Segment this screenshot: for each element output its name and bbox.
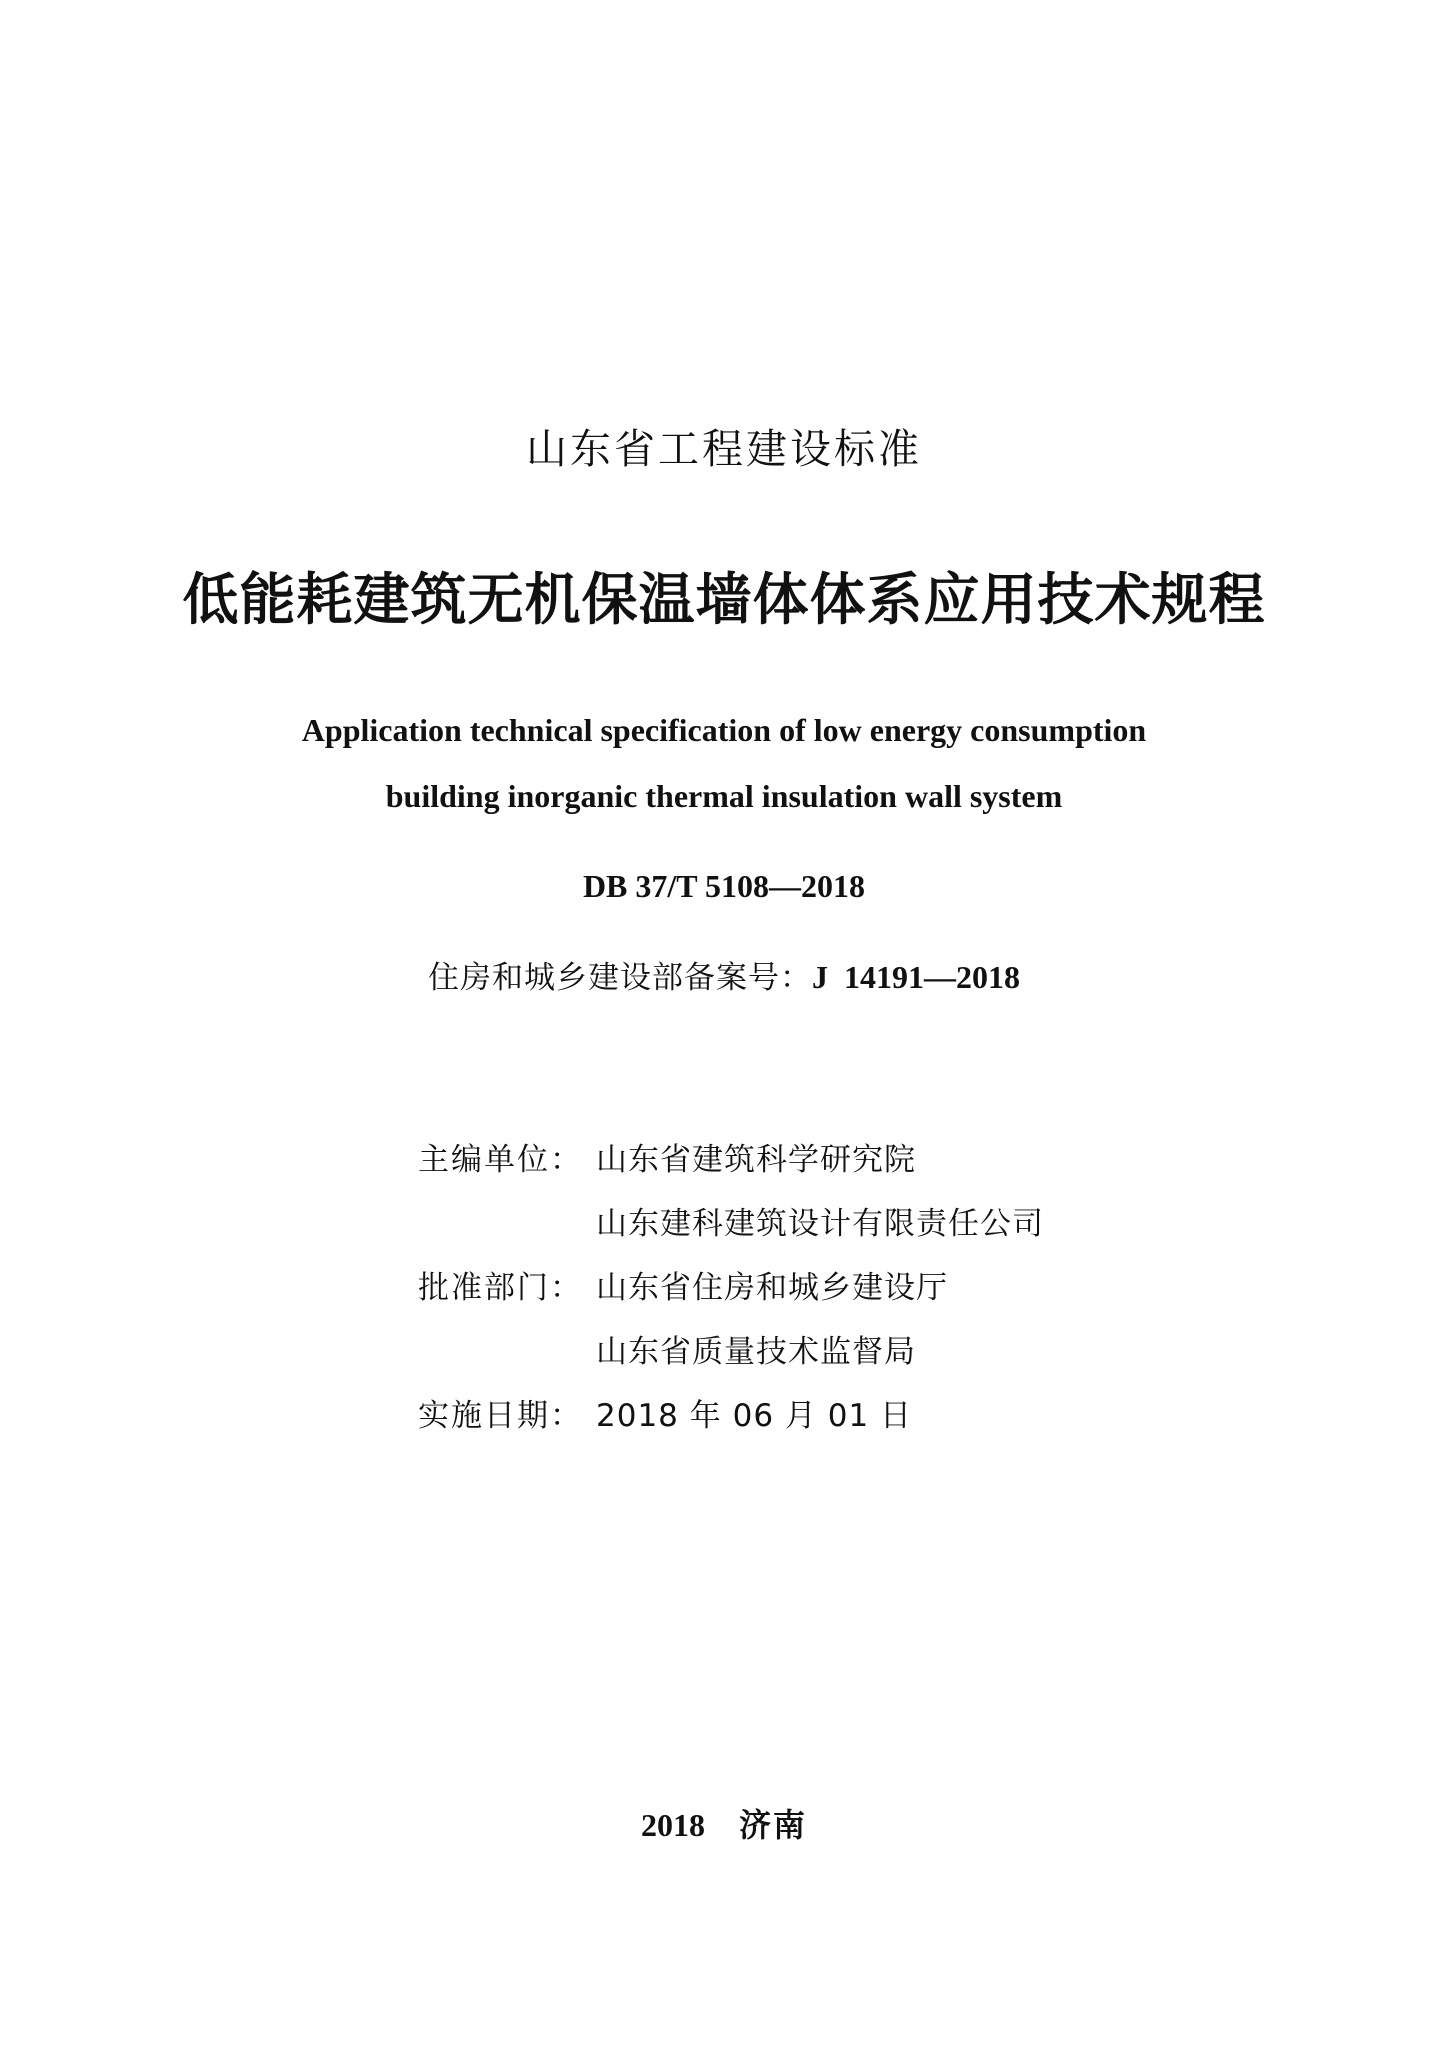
- effective-date-label: 实施日期：: [418, 1398, 583, 1434]
- publication-line: [0, 1800, 1448, 1846]
- info-row-approver-2: [418, 1320, 1044, 1384]
- publication-city: 济南: [738, 1806, 807, 1844]
- info-row-approver: [418, 1256, 1044, 1320]
- standard-code: DB 37/T 5108—2018: [582, 868, 866, 904]
- document-title-cn: 低能耗建筑无机保温墙体体系应用技术规程: [182, 567, 1266, 633]
- effective-date-value: 2018 年 06 月 01 日: [596, 1398, 913, 1434]
- document-title-en-line1: Application technical specification of low energy consumption: [301, 712, 1147, 748]
- standard-category: 山东省工程建设标准: [526, 425, 922, 473]
- approver-label: 批准部门：: [418, 1270, 583, 1306]
- publication-year: 2018: [640, 1807, 705, 1843]
- approver-dept-2: 山东省质量技术监督局: [596, 1334, 916, 1370]
- info-row-date: [418, 1384, 1044, 1448]
- info-row-editor-2: [418, 1192, 1044, 1256]
- document-title-en-line2: building inorganic thermal insulation wall system: [385, 778, 1063, 814]
- approver-dept-1: 山东省住房和城乡建设厅: [596, 1270, 948, 1306]
- record-number-label: 住房和城乡建设部备案号：: [428, 960, 812, 996]
- editor-unit-2: 山东建科建筑设计有限责任公司: [596, 1206, 1044, 1242]
- editor-label: 主编单位：: [418, 1142, 583, 1178]
- info-block: [418, 1128, 1044, 1448]
- editor-unit-1: 山东省建筑科学研究院: [596, 1142, 916, 1178]
- info-row-editor: [418, 1128, 1044, 1192]
- record-number-line: [0, 952, 1448, 997]
- record-number-value: J 14191—2018: [812, 959, 1020, 995]
